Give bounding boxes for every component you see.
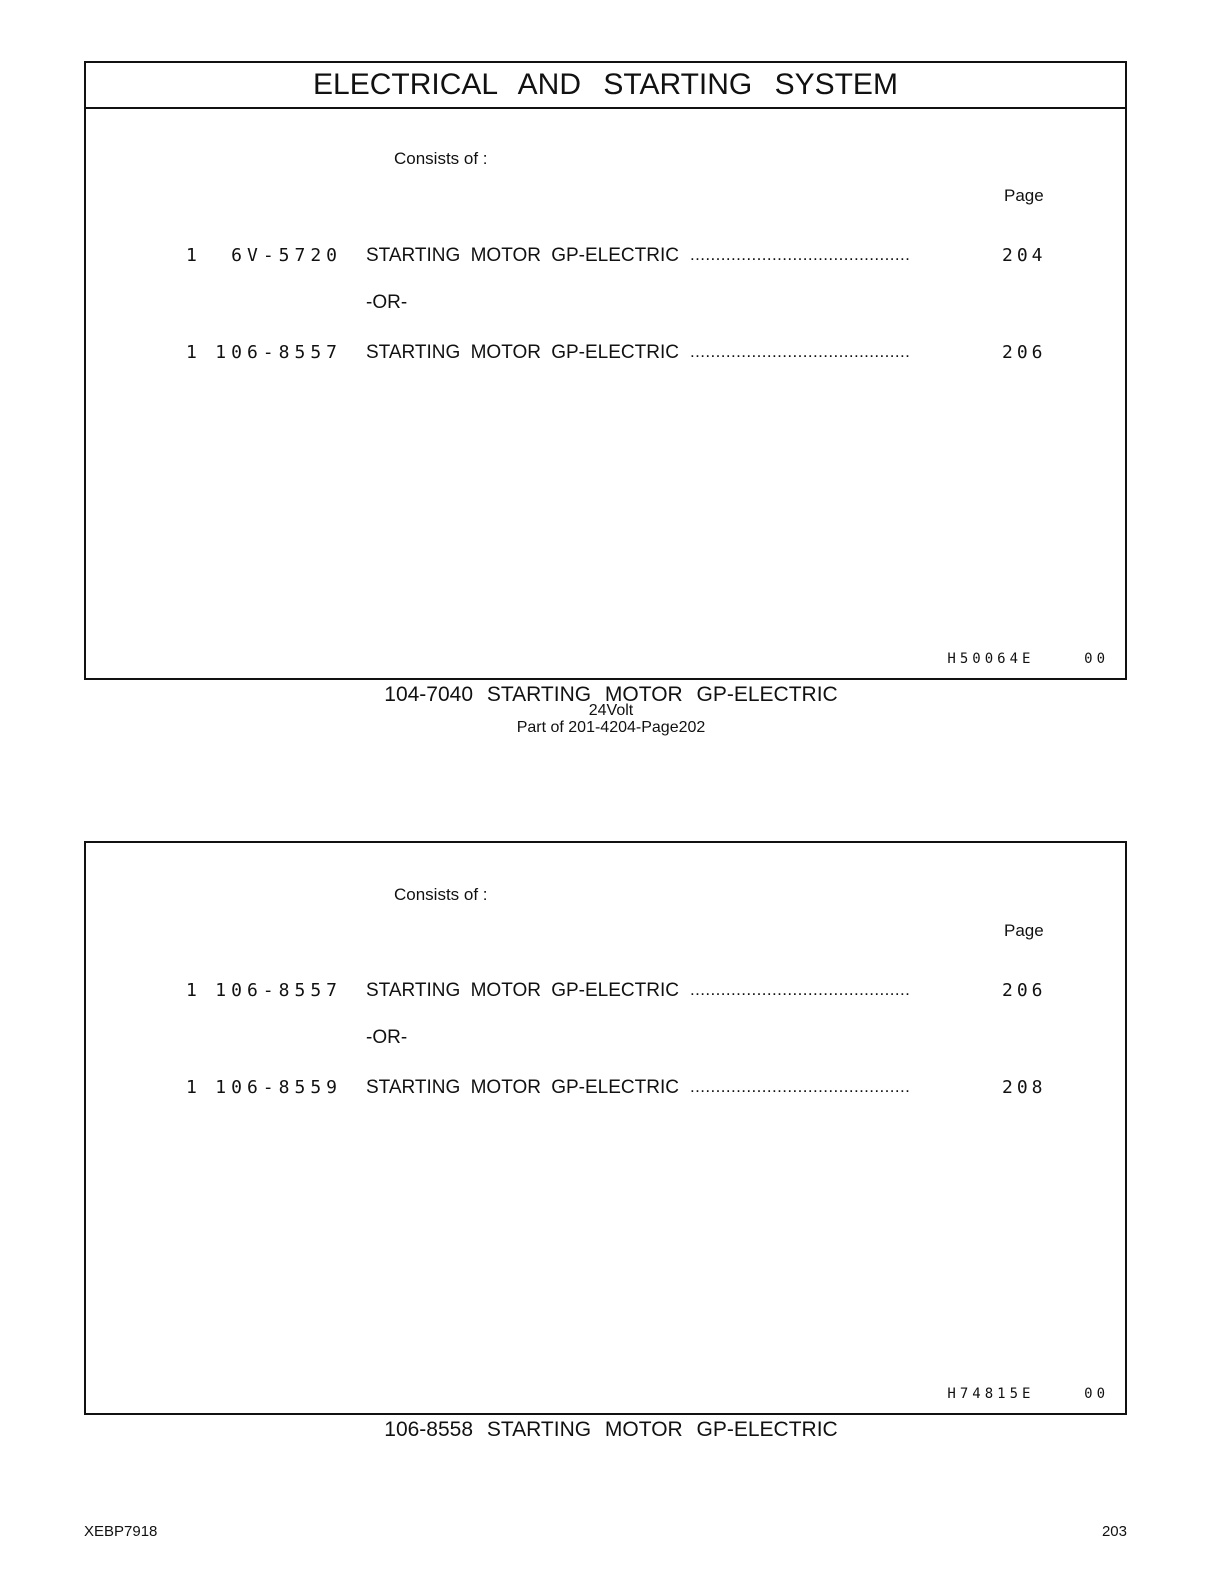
parts-row: [86, 1077, 1125, 1103]
page-reference: 206: [1002, 980, 1047, 1001]
page-reference: 206: [1002, 342, 1047, 363]
part-number: 106-8557: [215, 342, 342, 363]
parts-panel-1: [84, 61, 1127, 680]
parts-row: [86, 342, 1125, 368]
group-caption-voltage: 24Volt: [588, 702, 634, 719]
illustration-reference-code: H74815E 00: [947, 1386, 1109, 1402]
group-caption-part-of: Part of 201-4204-Page202: [516, 719, 706, 736]
page-number: 203: [1101, 1523, 1127, 1540]
or-separator: -OR-: [366, 292, 408, 313]
dot-leader: ...........................................: [690, 342, 911, 361]
page-column-header: Page: [1004, 921, 1044, 940]
part-number: 6V-5720: [231, 245, 342, 266]
document-id: XEBP7918: [84, 1523, 158, 1540]
part-description: STARTING MOTOR GP-ELECTRIC: [366, 980, 679, 1001]
part-number: 106-8557: [215, 980, 342, 1001]
quantity: 1: [186, 245, 197, 266]
section-title: ELECTRICAL AND STARTING SYSTEM: [86, 63, 1125, 109]
group-caption-title: 106-8558 STARTING MOTOR GP-ELECTRIC: [384, 1418, 838, 1441]
consists-of-label: Consists of :: [394, 149, 488, 168]
part-description: STARTING MOTOR GP-ELECTRIC: [366, 1077, 679, 1098]
part-description: STARTING MOTOR GP-ELECTRIC: [366, 342, 679, 363]
or-separator: -OR-: [366, 1027, 408, 1048]
dot-leader: ...........................................: [690, 980, 911, 999]
quantity: 1: [186, 980, 197, 1001]
page-column-header: Page: [1004, 186, 1044, 205]
parts-row: [86, 980, 1125, 1006]
part-number: 106-8559: [215, 1077, 342, 1098]
illustration-reference-code: H50064E 00: [947, 651, 1109, 667]
part-description: STARTING MOTOR GP-ELECTRIC: [366, 245, 679, 266]
quantity: 1: [186, 1077, 197, 1098]
page-reference: 208: [1002, 1077, 1047, 1098]
parts-row: [86, 245, 1125, 271]
dot-leader: ...........................................: [690, 245, 911, 264]
group-caption-title: 104-7040 STARTING MOTOR GP-ELECTRIC: [384, 683, 838, 706]
quantity: 1: [186, 342, 197, 363]
page-reference: 204: [1002, 245, 1047, 266]
dot-leader: ...........................................: [690, 1077, 911, 1096]
parts-panel-2: [84, 841, 1127, 1415]
consists-of-label: Consists of :: [394, 885, 488, 904]
